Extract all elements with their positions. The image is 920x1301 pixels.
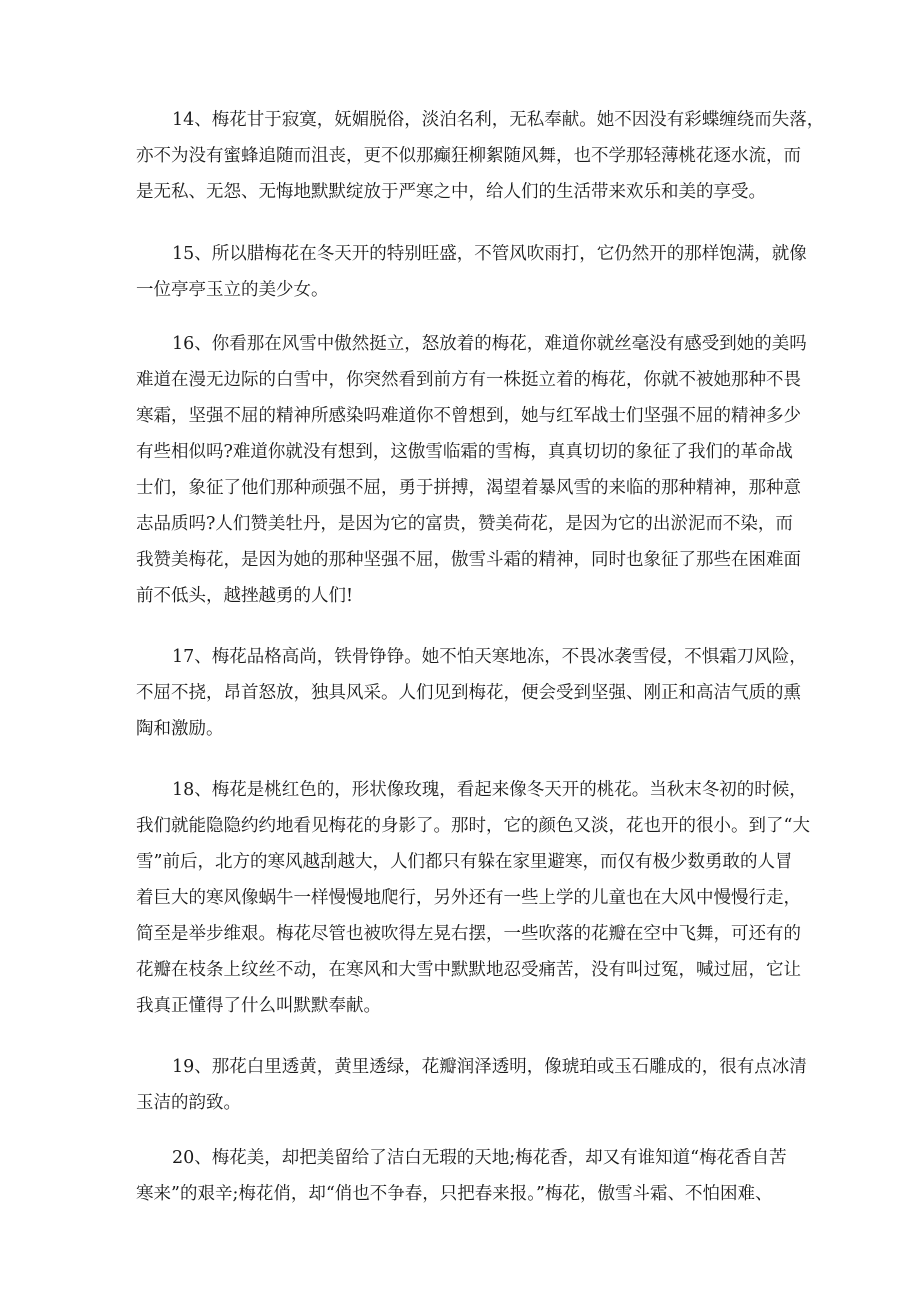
- paragraph-18: [136, 772, 810, 1024]
- paragraph-line: 花瓣在枝条上纹丝不动，在寒风和大雪中默默地忍受痛苦，没有叫过冤，喊过屈，它让: [136, 960, 801, 980]
- paragraph-19: [136, 1049, 807, 1121]
- paragraph-line: 志品质吗?人们赞美牡丹，是因为它的富贵，赞美荷花，是因为它的出淤泥而不染，而: [136, 514, 793, 534]
- paragraph-line: 15、所以腊梅花在冬天开的特别旺盛，不管风吹雨打，它仍然开的那样饱满，就像: [172, 244, 807, 264]
- paragraph-line: 我赞美梅花，是因为她的那种坚强不屈，傲雪斗霜的精神，同时也象征了那些在困难面: [136, 550, 801, 570]
- paragraph-line: 我真正懂得了什么叫默默奉献。: [136, 996, 381, 1016]
- paragraph-line: 我们就能隐隐约约地看见梅花的身影了。那时，它的颜色又淡，花也开的很小。到了“大: [136, 816, 810, 836]
- paragraph-14: [136, 102, 825, 210]
- paragraph-line: 简至是举步维艰。梅花尽管也被吹得左晃右摆，一些吹落的花瓣在空中飞舞，可还有的: [136, 924, 801, 944]
- paragraph-line: 着巨大的寒风像蜗牛一样慢慢地爬行，另外还有一些上学的儿童也在大风中慢慢行走，: [136, 888, 801, 908]
- paragraph-line: 20、梅花美，却把美留给了洁白无瑕的天地;梅花香，却又有谁知道“梅花香自苦: [172, 1148, 787, 1168]
- paragraph-line: 陶和激励。: [136, 719, 224, 739]
- paragraph-line: 不屈不挠，昂首怒放，独具风采。人们见到梅花，便会受到坚强、刚正和高洁气质的熏: [136, 683, 801, 703]
- paragraph-line: 16、你看那在风雪中傲然挺立，怒放着的梅花，难道你就丝毫没有感受到她的美吗: [172, 334, 807, 354]
- paragraph-line: 玉洁的韵致。: [136, 1093, 241, 1113]
- paragraph-line: 士们，象征了他们那种顽强不屈，勇于拼搏，渴望着暴风雪的来临的那种精神，那种意: [136, 478, 801, 498]
- paragraph-line: 寒霜，坚强不屈的精神所感染吗难道你不曾想到，她与红军战士们坚强不屈的精神多少: [136, 406, 801, 426]
- paragraph-line: 亦不为没有蜜蜂追随而沮丧，更不似那癫狂柳絮随风舞，也不学那轻薄桃花逐水流，而: [136, 146, 801, 166]
- paragraph-line: 19、那花白里透黄，黄里透绿，花瓣润泽透明，像琥珀或玉石雕成的，很有点冰清: [172, 1057, 807, 1077]
- paragraph-line: 14、梅花甘于寂寞，妩媚脱俗，淡泊名利，无私奉献。她不因没有彩蝶缠绕而失落，: [172, 110, 825, 130]
- paragraph-line: 一位亭亭玉立的美少女。: [136, 280, 329, 300]
- paragraph-15: [136, 236, 807, 308]
- paragraph-17: [136, 639, 807, 747]
- paragraph-line: 前不低头，越挫越勇的人们!: [136, 586, 354, 606]
- paragraph-line: 寒来”的艰辛;梅花俏，却“俏也不争春，只把春来报。”梅花，傲雪斗霜、不怕困难、: [136, 1184, 773, 1204]
- paragraph-line: 难道在漫无边际的白雪中，你突然看到前方有一株挺立着的梅花，你就不被她那种不畏: [136, 370, 801, 390]
- paragraph-line: 是无私、无怨、无悔地默默绽放于严寒之中，给人们的生活带来欢乐和美的享受。: [136, 182, 766, 202]
- paragraph-line: 17、梅花品格高尚，铁骨铮铮。她不怕天寒地冻，不畏冰袭雪侵，不惧霜刀风险，: [172, 647, 807, 667]
- paragraph-line: 雪”前后，北方的寒风越刮越大，人们都只有躲在家里避寒，而仅有极少数勇敢的人冒: [136, 852, 793, 872]
- paragraph-16: [136, 326, 807, 614]
- paragraph-line: 18、梅花是桃红色的，形状像玫瑰，看起来像冬天开的桃花。当秋末冬初的时候，: [172, 780, 807, 800]
- paragraph-line: 有些相似吗?难道你就没有想到，这傲雪临霜的雪梅，真真切切的象征了我们的革命战: [136, 442, 793, 462]
- paragraph-20: [136, 1140, 787, 1212]
